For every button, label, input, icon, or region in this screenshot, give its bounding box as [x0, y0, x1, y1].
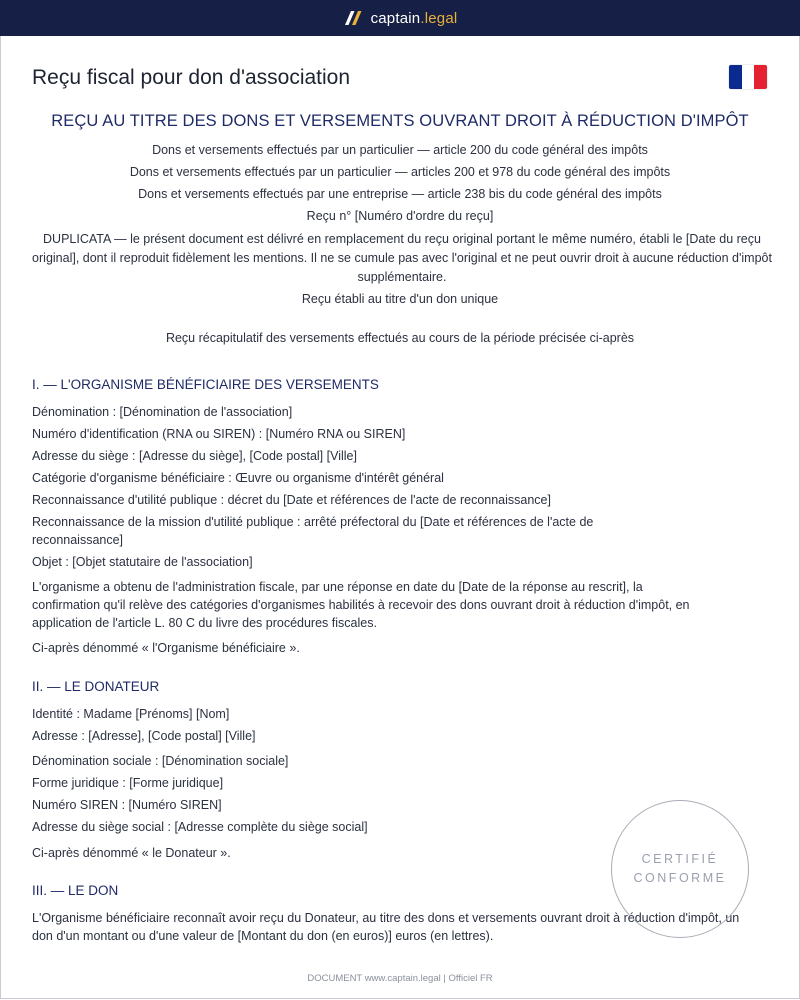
donor-company-name: Dénomination sociale : [Dénomination sociale]: [32, 754, 289, 768]
donation-paragraph: L'Organisme bénéficiaire reconnaît avoir reçu du Donateur, au titre des dons et versements ouvrant droit à réduction d'impôt, un don d'un montant ou d'une valeur de [Montant du don (en euros)] euros (en lettres).: [32, 911, 740, 943]
public-utility-mission: Reconnaissance de la mission d'utilité publique : arrêté préfectoral du [Date et références de l'acte de reconnaissance]: [32, 515, 594, 547]
summary-receipt-note: Reçu récapitulatif des versements effectués au cours de la période précisée ci-après: [165, 331, 635, 345]
brand[interactable]: [343, 10, 458, 27]
legal-line-2: Dons et versements effectués par un particulier — articles 200 et 978 du code général des impôts: [129, 165, 671, 179]
stamp-line-1: CERTIFIÉ: [641, 852, 719, 866]
legal-line-1: Dons et versements effectués par un particulier — article 200 du code général des impôts: [152, 143, 648, 157]
beneficiary-designation: Ci-après dénommé « l'Organisme bénéficiaire ».: [32, 641, 300, 655]
brand-name: captain.legal: [370, 9, 458, 27]
top-bar: [0, 0, 800, 36]
duplicata-notice: DUPLICATA — le présent document est délivré en remplacement du reçu original portant le même numéro, établi le [Date du reçu original], dont il reproduit fidèlement les mentions. Il ne se cumule pas avec l'original et ne peut ouvrir droit à aucune réduction d'impôt supplémentaire.: [32, 232, 772, 284]
donor-siren: Numéro SIREN : [Numéro SIREN]: [32, 798, 222, 812]
footer-text: DOCUMENT www.captain.legal | Officiel FR: [307, 973, 493, 984]
beneficiary-id: Numéro d'identification (RNA ou SIREN) : [Numéro RNA ou SIREN]: [32, 427, 406, 441]
section-2-title: II. — LE DONATEUR: [32, 679, 160, 694]
certified-stamp: [611, 800, 749, 938]
receipt-number: Reçu n° [Numéro d'ordre du reçu]: [306, 209, 494, 223]
donor-designation: Ci-après dénommé « le Donateur ».: [32, 846, 231, 860]
beneficiary-object: Objet : [Objet statutaire de l'association]: [32, 555, 253, 569]
section-3-title: III. — LE DON: [32, 883, 119, 898]
donor-legal-form: Forme juridique : [Forme juridique]: [32, 776, 224, 790]
stamp-line-2: CONFORME: [633, 871, 727, 885]
captain-legal-logo-icon: [343, 10, 363, 26]
beneficiary-address: Adresse du siège : [Adresse du siège], [Code postal] [Ville]: [32, 449, 357, 463]
beneficiary-name: Dénomination : [Dénomination de l'association]: [32, 405, 293, 419]
donor-head-office: Adresse du siège social : [Adresse complète du siège social]: [32, 820, 368, 834]
france-flag-icon: [729, 65, 767, 89]
document-title: Reçu fiscal pour don d'association: [32, 66, 351, 89]
main-heading: REÇU AU TITRE DES DONS ET VERSEMENTS OUVRANT DROIT À RÉDUCTION D'IMPÔT: [51, 112, 749, 130]
donor-address: Adresse : [Adresse], [Code postal] [Ville]: [32, 729, 256, 743]
public-utility-recognition: Reconnaissance d'utilité publique : décret du [Date et références de l'acte de reconnaissance]: [32, 493, 551, 507]
rescrit-paragraph: L'organisme a obtenu de l'administration fiscale, par une réponse en date du [Date de la réponse au rescrit], la confirmation qu'il relève des catégories d'organismes habilités à recevoir des dons ouvrant droit à réduction d'impôt, en application de l'article L. 80 C du livre des procédures fiscales.: [32, 580, 690, 630]
section-1-title: I. — L'ORGANISME BÉNÉFICIAIRE DES VERSEMENTS: [32, 377, 379, 392]
legal-line-3: Dons et versements effectués par une entreprise — article 238 bis du code général des impôts: [138, 187, 662, 201]
donor-identity: Identité : Madame [Prénoms] [Nom]: [32, 707, 230, 721]
single-donation-note: Reçu établi au titre d'un don unique: [301, 292, 499, 306]
beneficiary-category: Catégorie d'organisme bénéficiaire : Œuvre ou organisme d'intérêt général: [32, 471, 444, 485]
